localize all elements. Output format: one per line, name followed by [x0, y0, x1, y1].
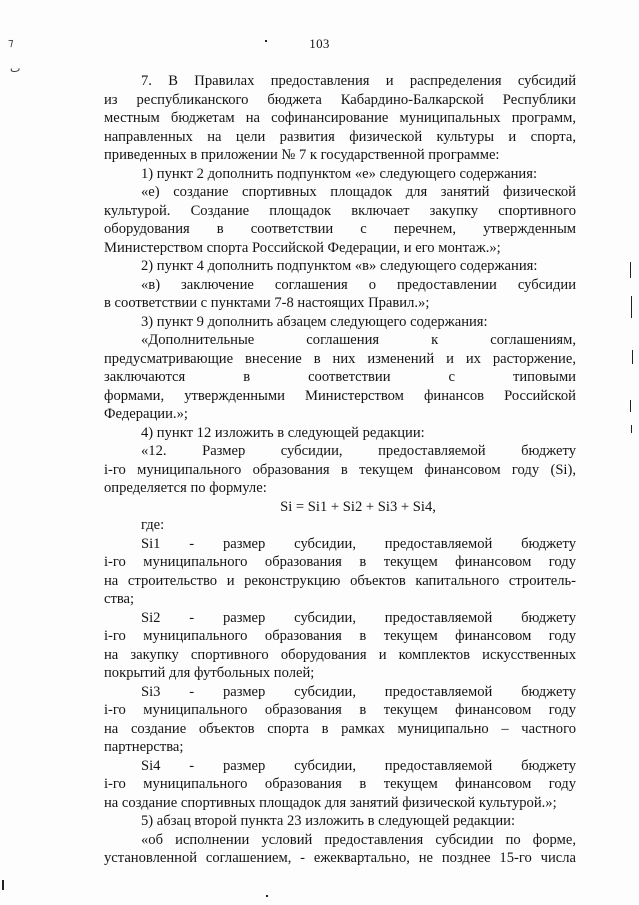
paragraph: «Дополнительные соглашения к соглашениям, [141, 332, 576, 348]
paragraph: покрытий для футбольных полей; [104, 665, 315, 681]
scan-line [2, 880, 4, 890]
scan-line [631, 425, 632, 433]
paragraph: направленных на цели развития физической культуры и спорта, [104, 128, 576, 145]
paragraph: на создание спортивных площадок для занятий физической культурой.»; [104, 794, 557, 811]
scan-line [631, 296, 632, 318]
paragraph: i-го муниципального образования в текущем финансовом году [104, 702, 576, 718]
paragraph: i-го муниципального образования в текущем финансовом году [104, 776, 576, 792]
paragraph: «е) создание спортивных площадок для занятий физической [141, 184, 576, 200]
paragraph: формами, утвержденными Министерством финансов Российской [104, 387, 576, 404]
paragraph: 4) пункт 12 изложить в следующей редакции: [141, 424, 425, 441]
paragraph: 2) пункт 4 дополнить подпунктом «в» следующего содержания: [141, 258, 538, 274]
paragraph: партнерства; [104, 739, 184, 755]
formula: Si = Si1 + Si2 + Si3 + Si4, [280, 498, 436, 515]
scan-artifact: ⁊ [8, 36, 14, 49]
paragraph: «в) заключение соглашения о предоставлении субсидии [141, 276, 576, 293]
paragraph: i-го муниципального образования в текущем финансовом году [104, 554, 576, 570]
paragraph: 3) пункт 9 дополнить абзацем следующего содержания: [141, 313, 488, 330]
document-body [104, 72, 576, 868]
scan-line [632, 350, 633, 364]
paragraph: Si2 - размер субсидии, предоставляемой бюджету [141, 609, 576, 626]
paragraph: Si3 - размер субсидии, предоставляемой бюджету [141, 683, 576, 700]
paragraph: «об исполнении условий предоставления субсидии по форме, [141, 831, 576, 848]
page-number: 103 [309, 36, 330, 51]
scan-dot [266, 895, 268, 897]
paragraph: на создание объектов спорта в рамках муниципально – частного [104, 720, 576, 737]
paragraph: местным бюджетам на софинансирование муниципальных программ, [104, 110, 576, 126]
scan-line [630, 400, 631, 412]
paragraph: оборудования в соответствии с перечнем, утвержденным [104, 221, 576, 237]
paragraph: приведенных в приложении № 7 к государственной программе: [104, 147, 500, 163]
paragraph: «12. Размер субсидии, предоставляемой бюджету [141, 443, 576, 459]
paragraph: Si1 - размер субсидии, предоставляемой бюджету [141, 535, 576, 552]
paragraph: на строительство и реконструкцию объектов капитального строитель- [104, 572, 576, 589]
scan-dot [265, 40, 267, 42]
paragraph: Федерации.»; [104, 406, 188, 422]
paragraph: предусматривающие внесение в них изменений и их расторжение, [104, 350, 576, 367]
scan-artifact: ٮ [10, 62, 21, 75]
paragraph: определяется по формуле: [104, 480, 267, 496]
paragraph: 5) абзац второй пункта 23 изложить в следующей редакции: [141, 813, 516, 829]
paragraph: где: [141, 517, 165, 533]
paragraph: в соответствии с пунктами 7-8 настоящих Правил.»; [104, 295, 430, 311]
paragraph: из республиканского бюджета Кабардино-Балкарской Республики [104, 91, 576, 108]
paragraph: на закупку спортивного оборудования и комплектов искусственных [104, 646, 576, 663]
paragraph: заключаются в соответствии с типовыми [104, 369, 576, 385]
paragraph: Министерством спорта Российской Федерации, и его монтаж.»; [104, 239, 501, 256]
paragraph: 1) пункт 2 дополнить подпунктом «е» следующего содержания: [141, 165, 537, 182]
paragraph: ства; [104, 591, 135, 607]
paragraph: i-го муниципального образования в текущем финансовом году (Si), [104, 461, 576, 478]
paragraph: Si4 - размер субсидии, предоставляемой бюджету [141, 757, 576, 774]
paragraph: i-го муниципального образования в текущем финансовом году [104, 628, 576, 644]
paragraph: установленной соглашением, - ежеквартально, не позднее 15-го числа [104, 850, 576, 866]
paragraph: 7. В Правилах предоставления и распределения субсидий [141, 73, 576, 89]
scan-line [630, 262, 631, 278]
paragraph: культурой. Создание площадок включает закупку спортивного [104, 202, 576, 219]
